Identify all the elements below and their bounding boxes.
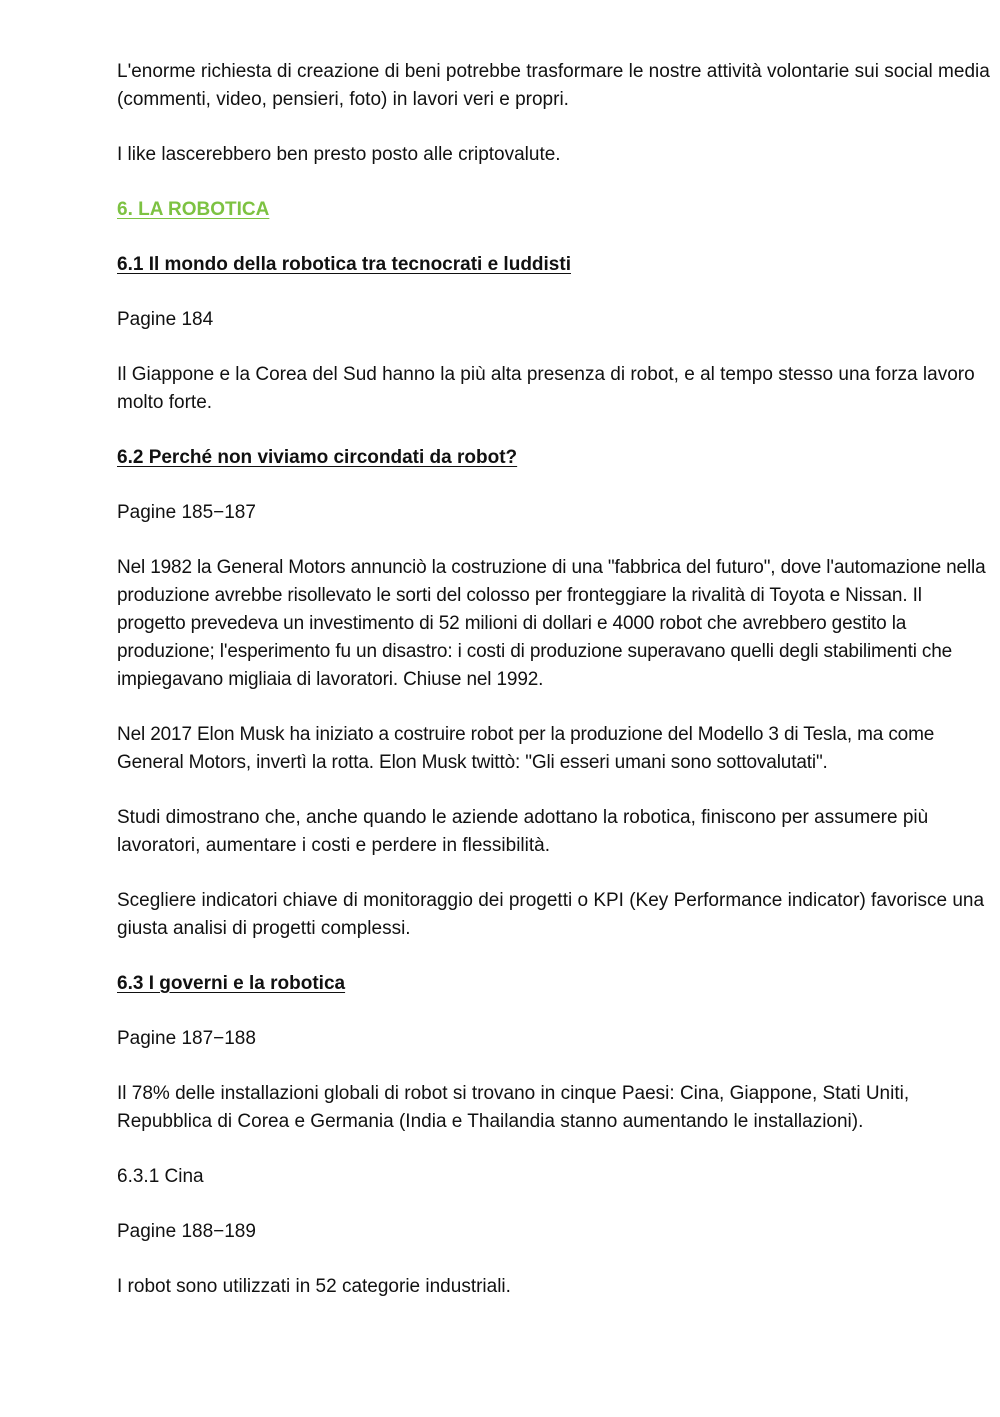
pages-6-2: Pagine 185−187	[117, 502, 256, 523]
pages-6-3: Pagine 187−188	[117, 1028, 256, 1049]
document-page	[117, 58, 993, 1328]
paragraph-6-1-1: Il Giappone e la Corea del Sud hanno la più alta presenza di robot, e al tempo stesso una forza lavoro molto forte.	[117, 364, 975, 413]
section-title-robotica: 6. LA ROBOTICA	[117, 199, 270, 220]
paragraph-6-2-1: Nel 1982 la General Motors annunciò la costruzione di una "fabbrica del futuro", dove l'automazione nella produzione avrebbe risollevato le sorti del colosso per fronteggiare la rivalità di Toyota e Nissan. Il progetto prevedeva un investimento di 52 milioni di dollari e 4000 robot che avrebbero gestito la produzione; l'esperimento fu un disastro: i costi di produzione superavano quelli degli stabilimenti che impiegavano migliaia di lavoratori. Chiuse nel 1992.	[117, 557, 986, 690]
intro-paragraph-1: L'enorme richiesta di creazione di beni potrebbe trasformare le nostre attività volontarie sui social media (commenti, video, pensieri, foto) in lavori veri e propri.	[117, 61, 990, 110]
pages-6-3-1: Pagine 188−189	[117, 1221, 256, 1242]
paragraph-6-3-1: Il 78% delle installazioni globali di robot si trovano in cinque Paesi: Cina, Giappone, Stati Uniti, Repubblica di Corea e Germania (India e Thailandia stanno aumentando le installazioni).	[117, 1083, 910, 1132]
paragraph-6-2-4: Scegliere indicatori chiave di monitoraggio dei progetti o KPI (Key Performance indicator) favorisce una giusta analisi di progetti complessi.	[117, 890, 985, 939]
paragraph-6-2-2: Nel 2017 Elon Musk ha iniziato a costruire robot per la produzione del Modello 3 di Tesla, ma come General Motors, invertì la rotta. Elon Musk twittò: "Gli esseri umani sono sottovalutati".	[117, 724, 935, 773]
pages-6-1: Pagine 184	[117, 309, 214, 330]
paragraph-6-3-1-1: I robot sono utilizzati in 52 categorie industriali.	[117, 1276, 511, 1297]
heading-6-3: 6.3 I governi e la robotica	[117, 973, 346, 994]
heading-6-1: 6.1 Il mondo della robotica tra tecnocrati e luddisti	[117, 254, 571, 275]
intro-paragraph-2: I like lascerebbero ben presto posto alle criptovalute.	[117, 144, 561, 165]
heading-6-3-1: 6.3.1 Cina	[117, 1166, 204, 1187]
paragraph-6-2-3: Studi dimostrano che, anche quando le aziende adottano la robotica, finiscono per assumere più lavoratori, aumentare i costi e perdere in flessibilità.	[117, 807, 929, 856]
heading-6-2: 6.2 Perché non viviamo circondati da robot?	[117, 447, 518, 468]
